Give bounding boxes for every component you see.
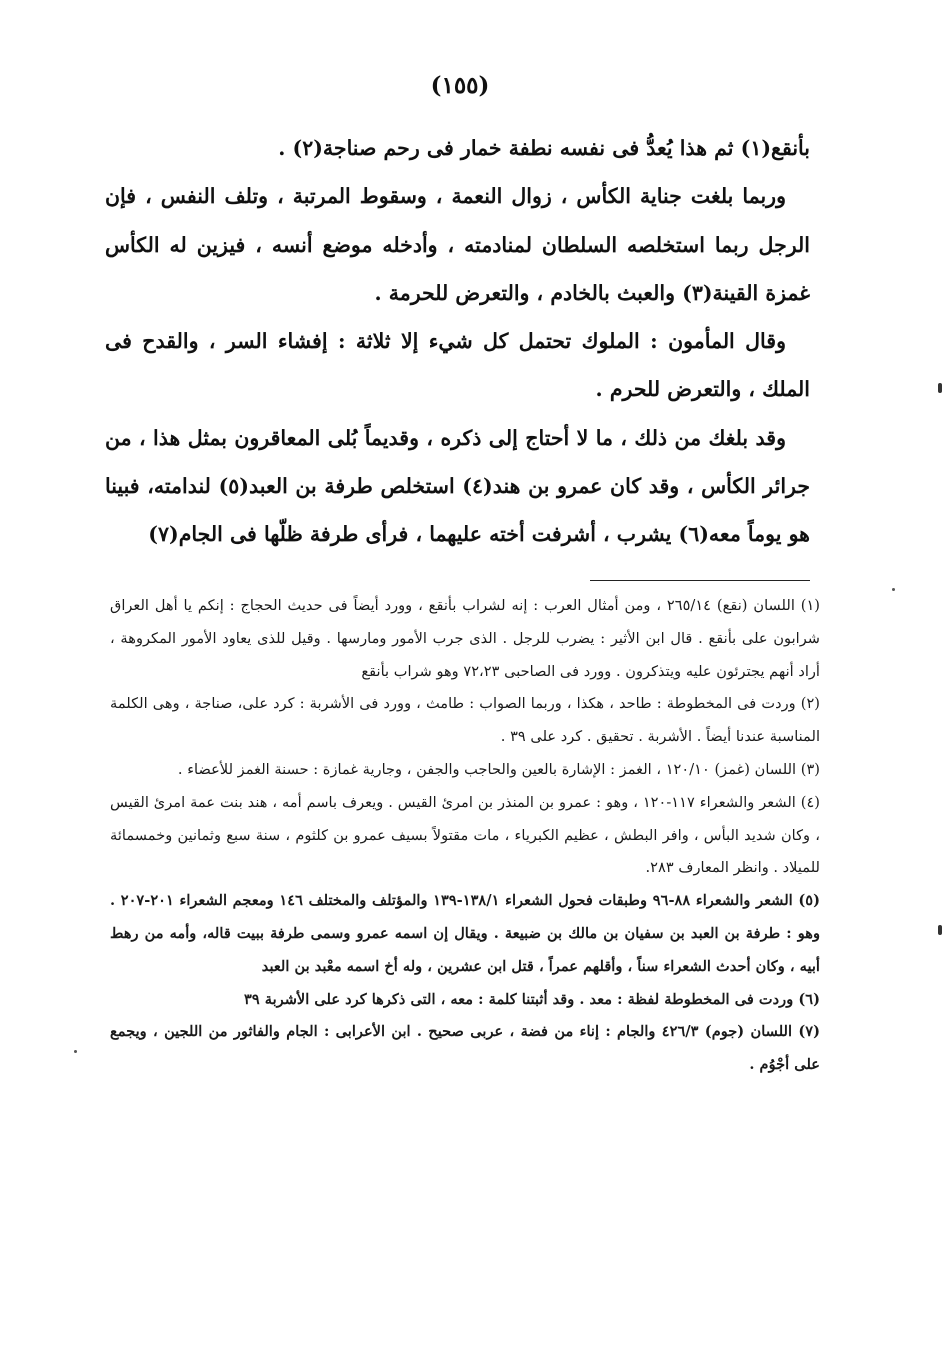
footnote-divider [590, 580, 810, 581]
paragraph: وقد بلغك من ذلك ، ما لا أحتاج إلى ذكره ، وقديماً بُلى المعاقرون بمثل هذا ، من جرائر الكأس ، وقد كان عمرو بن هند(٤) استخلص طرفة بن العبد(٥) لندامته، فبينا هو يوماً معه(٦) يشرب ، أشرفت أخته عليهما ، فرأى طرفة ظلّها فى الجام(٧) [105, 425, 810, 547]
paragraph: بأنقع(١) ثم هذا يُعدُّ فى نفسه نطفة خمار فى رحم صناجة(٢) . [278, 136, 810, 160]
scan-speck [74, 1050, 77, 1053]
margin-mark [938, 925, 942, 935]
footnote: (٧) اللسان (جوم) ٤٢٦/٣ والجام : إناء من فضة ، عربى صحيح . ابن الأعرابى : الجام والفاثور من اللجين ، ويجمع على أجْوُم . [110, 1023, 820, 1074]
footnote: (١) اللسان (نقع) ٢٦٥/١٤ ، ومن أمثال العرب : إنه لشراب بأنقع ، وورد أيضاً فى حديث الحجاج : إنكم يا أهل العراق شرابون على بأنقع . قال ابن الأثير : يضرب للرجل . الذى جرب الأمور ومارسها . وقيل للذى يعاود الأمور المكروهة ، أراد أنهم يجترئون عليه ويتذكرون . وورد فى الصاحبى ٧٢،٢٣ وهو شراب بأنقع [110, 597, 820, 680]
footnote: (٣) اللسان (غمز) ١٢٠/١٠ ، الغمز : الإشارة بالعين والحاجب والجفن ، وجارية غمازة : حسنة الغمز للأعضاء . [177, 760, 820, 778]
main-text [105, 124, 810, 559]
scan-speck [892, 588, 895, 591]
footnotes [110, 590, 820, 1082]
margin-mark [938, 383, 942, 393]
paragraph: وربما بلغت جناية الكأس ، زوال النعمة ، وسقوط المرتبة ، وتلف النفس ، فإن الرجل ربما استخلصه السلطان لمنادمته ، وأدخله موضع أنسه ، فيزين له الكأس غمزة القينة(٣) والعبث بالخادم ، والتعرض للحرمة . [105, 184, 810, 305]
page-number: (١٥٥) [430, 72, 490, 99]
footnote: (٦) وردت فى المخطوطة لفظة : معد . وقد أثبتنا كلمة : معه ، التى ذكرها كرد على الأشربة ٣٩ [243, 990, 820, 1008]
footnote: (٢) وردت فى المخطوطة : طاحد ، هكذا ، وربما الصواب : طامث ، وورد فى الأشربة : كرد على، صناجة ، وهى الكلمة المناسبة عندنا أيضاً . الأشربة . تحقيق . كرد على ٣٩ . [110, 695, 820, 746]
footnote: (٤) الشعر والشعراء ١١٧-١٢٠ ، وهو : عمرو بن المنذر بن امرئ القيس . ويعرف باسم أمه ، هند بنت عمة امرئ القيس ، وكان شديد البأس ، وافر البطش ، عظيم الكبرياء ، مات مقتولاً بسيف عمرو بن كلثوم ، سنة سبع وثمانين وخمسمائة للميلاد . وانظر المعارف ٢٨٣. [110, 793, 820, 877]
footnote: (٥) الشعر والشعراء ٨٨-٩٦ وطبقات فحول الشعراء ١٣٨/١-١٣٩ والمؤتلف والمختلف ١٤٦ ومعجم الشعراء ٢٠١-٢٠٧ . وهو : طرفة بن العبد بن سفيان بن مالك بن ضبيعة . ويقال إن اسمه عمرو وسمى طرفة ببيت قاله، وأمه من رهط أبيه ، وكان أحدث الشعراء سناً ، وأقلهم عمراً ، قتل ابن عشرين ، وله أخ اسمه معْبد بن العبد [110, 892, 821, 975]
paragraph: وقال المأمون : الملوك تحتمل كل شيء إلا ثلاثة : إفشاء السر ، والقدح فى الملك ، والتعرض للحرم . [105, 329, 810, 402]
